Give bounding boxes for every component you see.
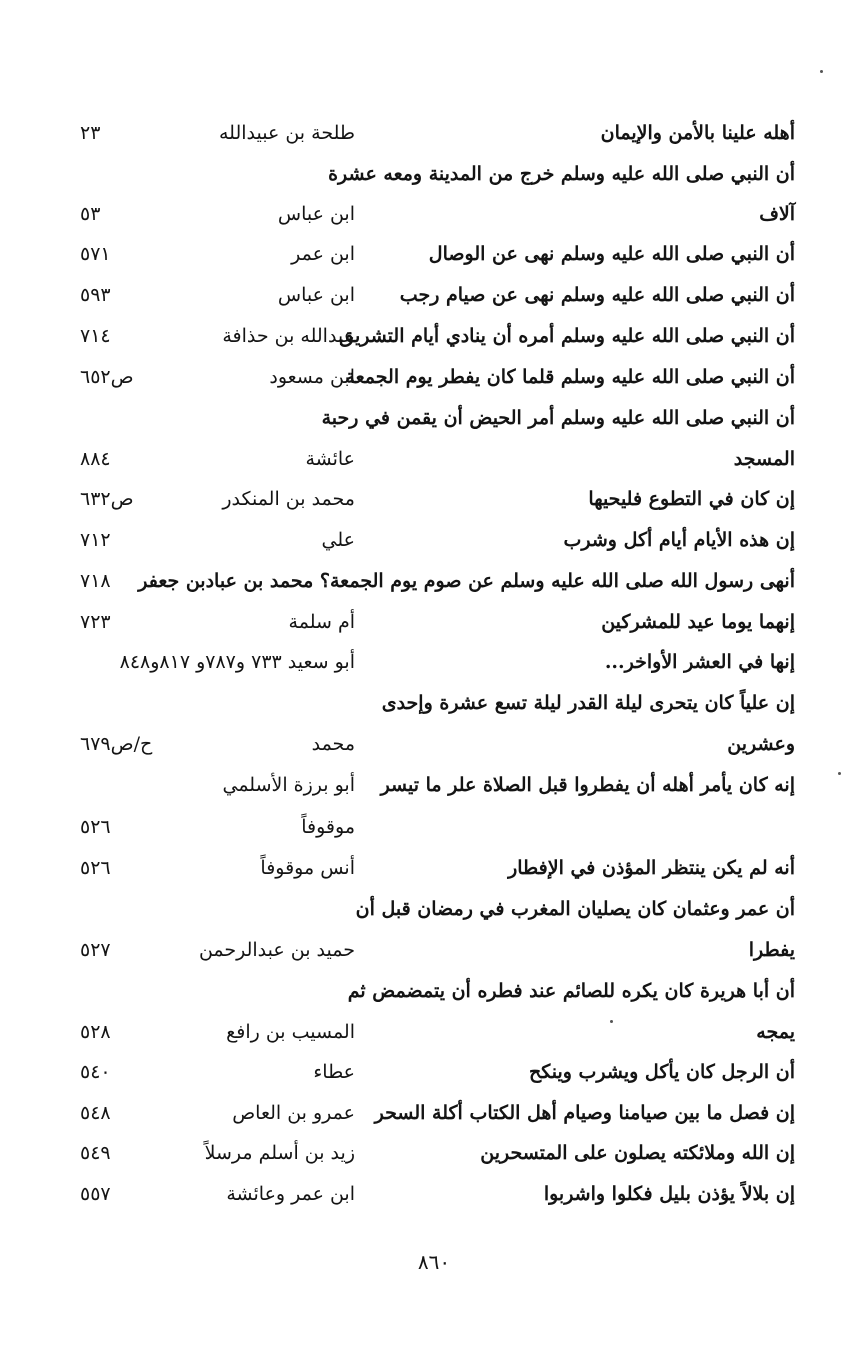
paper-speck [610,1020,613,1023]
hadith-text: أن النبي صلى الله عليه وسلم نهى عن الوصال [428,243,795,265]
hadith-text: إن الله وملائكته يصلون على المتسحرين [480,1142,795,1164]
hadith-text: وعشرين [727,733,795,755]
narrator-name: المسيب بن رافع [226,1021,355,1043]
index-entry [80,603,795,641]
index-entry [80,114,795,152]
index-entry [80,480,795,518]
narrator-name: حميد بن عبدالرحمن [198,939,355,961]
hadith-text: أن النبي صلى الله عليه وسلم نهى عن صيام رجب [399,284,795,306]
page-reference: ٥٢٦ [80,857,111,879]
hadith-text: إن علياً كان يتحرى ليلة القدر ليلة تسع عشرة وإحدى [381,692,795,714]
hadith-text: أن النبي صلى الله عليه وسلم أمره أن ينادي أيام التشريق [339,325,795,347]
index-entry [80,1175,795,1213]
hadith-text: أن عمر وعثمان كان يصليان المغرب في رمضان قبل أن [355,898,795,920]
page-reference: ٧١٢ [80,529,111,551]
narrator-name: طلحة بن عبيدالله [218,122,355,144]
narrator-name: ابن عباس [277,284,355,306]
index-entry [80,317,795,355]
narrator-name: ابن عمر [291,243,355,265]
page-reference: ٥٣ [80,203,101,225]
page-reference: ٥٥٧ [80,1183,111,1205]
hadith-text: أن النبي صلى الله عليه وسلم خرج من المدينة ومعه عشرة [328,163,795,185]
page-number: ٨٦٠ [417,1250,451,1274]
index-entry [80,358,795,396]
index-entry [80,808,795,846]
narrator-name: أبو سعيد ٧٣٣ و٧٨٧و ٨١٧و٨٤٨ [119,651,355,673]
hadith-text: المسجد [733,448,795,470]
narrator-name: أبو برزة الأسلمي [222,774,355,796]
hadith-text: أن الرجل كان يأكل ويشرب وينكح [528,1061,795,1083]
hadith-text: آلاف [759,203,795,225]
index-entry [80,440,795,478]
index-entry [80,725,795,763]
page-reference: ٨٨٤ [80,448,111,470]
index-entry [80,235,795,273]
page-reference: ٧٢٣ [80,611,111,633]
page-reference: ص٦٣٢ [80,488,134,510]
hadith-text: أنهى رسول الله صلى الله عليه وسلم عن صوم يوم الجمعة؟ محمد بن عبادبن جعفر [138,570,795,592]
hadith-text: إنها في العشر الأواخر... [604,651,795,673]
index-entry [80,766,795,804]
index-entry [80,849,795,887]
index-entry [80,195,795,233]
index-entry [80,931,795,969]
page-reference: ٥٤٠ [80,1061,111,1083]
index-entry [80,1134,795,1172]
page-reference: ٧١٤ [80,325,111,347]
hadith-text: إن فصل ما بين صيامنا وصيام أهل الكتاب أكلة السحر [374,1102,795,1124]
narrator-name: علي [321,529,355,551]
narrator-name: ابن عمر وعائشة [226,1183,355,1205]
page-reference: ٢٣ [80,122,101,144]
index-entry [80,1094,795,1132]
index-entry [80,521,795,559]
narrator-name: محمد [311,733,355,755]
narrator-name: زيد بن أسلم مرسلاً [204,1142,355,1164]
hadith-text: إن هذه الأيام أيام أكل وشرب [563,529,795,551]
narrator-name: محمد بن المنكدر [222,488,355,510]
page-reference: ٥٩٣ [80,284,111,306]
index-entry [80,890,795,928]
narrator-name: عائشة [305,448,355,470]
hadith-text: إنهما يوما عيد للمشركين [601,611,795,633]
hadith-text: إن كان في التطوع فليحيها [588,488,795,510]
index-entry [80,643,795,681]
paper-speck [838,772,841,775]
page-reference: ٥٧١ [80,243,111,265]
hadith-text: يفطرا [748,939,795,961]
narrator-name: ابن عباس [277,203,355,225]
narrator-name: عبدالله بن حذافة [222,325,355,347]
index-entry [80,562,795,600]
hadith-text: أن أبا هريرة كان يكره للصائم عند فطره أن يتمضمض ثم [347,980,795,1002]
hadith-text: أن النبي صلى الله عليه وسلم قلما كان يفطر يوم الجمعة [345,366,795,388]
hadith-text: أنه لم يكن ينتظر المؤذن في الإفطار [508,857,795,879]
index-entry [80,155,795,193]
hadith-text: إنه كان يأمر أهله أن يفطروا قبل الصلاة علر ما تيسر [380,774,795,796]
page-reference: ٥٢٨ [80,1021,111,1043]
index-entry [80,399,795,437]
paper-speck [820,70,823,73]
page-reference: ٥٢٦ [80,816,111,838]
page-reference: ٥٤٨ [80,1102,111,1124]
page-reference: ٥٤٩ [80,1142,111,1164]
page-reference: ح/ص٦٧٩ [80,733,153,755]
narrator-name: أنس موقوفاً [260,857,355,879]
hadith-text: يمجه [756,1021,795,1043]
index-entry [80,1053,795,1091]
narrator-name: أم سلمة [288,611,355,633]
hadith-text: إن بلالاً يؤذن بليل فكلوا واشربوا [543,1183,795,1205]
narrator-name: موقوفاً [301,816,355,838]
page-reference: ٧١٨ [80,570,111,592]
narrator-name: ابن مسعود [269,366,355,388]
hadith-text: أن النبي صلى الله عليه وسلم أمر الحيض أن يقمن في رحبة [321,407,795,429]
narrator-name: عمرو بن العاص [232,1102,355,1124]
index-entry [80,972,795,1010]
page-reference: ٥٢٧ [80,939,111,961]
narrator-name: عطاء [313,1061,355,1083]
index-entry [80,684,795,722]
index-entry [80,276,795,314]
hadith-text: أهله علينا بالأمن والإيمان [600,122,795,144]
page-reference: ص٦٥٢ [80,366,134,388]
index-entry [80,1013,795,1051]
